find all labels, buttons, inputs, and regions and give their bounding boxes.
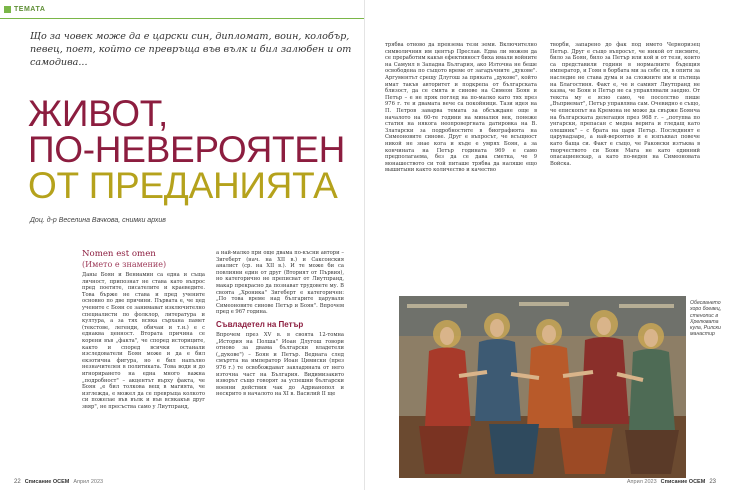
column-heading	[82, 250, 205, 269]
right-column-1	[385, 42, 537, 174]
folio-left	[14, 479, 103, 485]
fresco-illustration	[399, 296, 686, 478]
headline-line-1: ЖИВОТ,	[28, 93, 168, 134]
folio-right	[627, 479, 716, 485]
column-text: трябва отново да превзема тези земи. Включително символичния им център Преслав. Едва ли можем да се преработим какъв ефективност биха имали войните на Самуил в Западна България, ако Източна не беше освободена по същото време от загадъчните „дукове". Аргументът срещу Длугош за пряката „дукове", който имат такъв авторитет и подкрепа от българската близост, да се смята и синове на Симеон Боян и Петър – е не пряк поглед на по-малко като тях през 976 г. те и двамата вече са покойници. Тази идея на П. Петров заварва темата за обсъждане още в началото на 60-те години на миналия век, понеже статия на някога неопровергната датировка на В. Златарски за подробностите в биографията на Симеоновите синове. Друг е въпросът, че всъщност никой не знае кога и къде е умрях Боян, а за кончината на Петър годината 969 е само предполагаема, без да се дава сметка, че 9 монашеството си той питаше трябва да наляше ещо вышитыни както количество и качество	[385, 42, 537, 174]
headline-line-3: ОТ ПРЕДАНИЯТА	[28, 165, 338, 206]
page-number: 23	[709, 479, 716, 485]
column-text-top: а най-малко при още двама по-късни автори – Зигеберт (нач. на XII в.) и Саксонския аналист (ср. на XII в.). И те може би са повлияни един от друг (Вторият от Първия), но категорично не преписват от Лиутпранд, макар прекрасно да познават трудовете му. В своята „Хроника" Зигеберт е категоричен: „По това време над българите царували Симеоновите синове Петър и Боян". Впрочем пред е 967 година.	[216, 250, 344, 316]
column-text: Даны Боян и Вениамин са една и съща личност, припознат не става като въпрос пред поетите, писателите и краеведите. Това бърже не става и пред учените основно по две причини. Първата е, че цед учените с Боян се занимават изключително специалисти по фолклор, литература и култура, а за тях всяка сърхана памет (текстове, легенди, обичаи и т.н.) е с еднаква ценност. Втората причина се корени във „фактa", че според историците, както и според всички останали изследователи Боян може и да е бил екзотична фигура, но е бил напълно незначителен в политиката. Това води и до игнорирането на една много важна „подробност" – акцентът върху факта, че Боян „е бил толкова вещ в магията, че изглежда, е можел да се превръща колкото си пожелае във вълк и във всякакъв друг звяр", не пресъства само у Лиутпранд,	[82, 272, 205, 410]
section-square-icon	[4, 6, 11, 13]
column-heading-subtitle: (Името е знамение)	[82, 259, 167, 269]
byline: Доц. д-р Веселина Вачкова, снимки архив	[30, 217, 166, 224]
top-rule	[0, 18, 365, 19]
fresco-photo	[399, 296, 686, 478]
column-text-bottom: Впрочем през XV в. в своята 12-томна „История на Полша" Иоан Длугош говори отново за двама български владетели („дукове") – Боян и Петър. Веднага след смъртта на император Иоан Цимиски (през 976 г.) те освобождават завладяната от него източна част на България. Видимизакито изворът също говорят за успешни български военни действия чак до Адрианопол и нескрито в началото на XI в. Василий II ще	[216, 331, 344, 398]
column-text: творби, запарено до фак под името Черноризец Петър. Друг е също въпросът, че никой от писмите, било за Боян, било за Петър или кой и от тези, които са представили години в нормалните бъдещия император, и Гоян в борбата ми за себе си, в опити за наследие не става дума и за сложните им и пътища на Благостиня. Факт е, че и самият Лиутпранд не казва, че Боян и Петър не са управлявали заедно. От текста му е ясно само, че посолство пише „Въприемат", Петър управлява сам. Очевидно е също, че епископът на Кремона не може да свърже Боянча на българската делегация през 968 г. – „потупва по унгарски, препасан с медна верига и гледащ като олешник" – с брата на царя Петър. Последният е царувадзаре, а най-вероятно и е изпъквал повече като баща си. Факт е също, че Раковски изтъква в творчеството си Боян Мага не като единний опасациенскар, а като по-веден на Симеоновата Войска.	[550, 42, 700, 167]
headline-line-2: ПО-НЕВЕРОЯТЕН	[28, 129, 346, 170]
magazine-name: Списание ОСЕМ	[660, 479, 706, 485]
left-column-2	[216, 250, 344, 398]
page-number: 22	[14, 479, 21, 485]
section-tag	[4, 6, 45, 13]
left-column-1	[82, 250, 205, 410]
right-column-2	[550, 42, 700, 167]
magazine-name: Списание ОСЕМ	[24, 479, 70, 485]
issue-date: Април 2023	[73, 479, 104, 485]
headline	[28, 93, 346, 206]
section-tag-label: ТЕМАТА	[14, 6, 46, 13]
right-page	[365, 0, 730, 490]
column-heading-title: Nomen est omen	[82, 249, 156, 259]
issue-date: Април 2023	[626, 479, 657, 485]
photo-caption: Обесването хоро боевец, стенопис в Хрелювата кула, Рилски манастир	[690, 300, 722, 338]
column-subheading: Съвладетел на Петър	[216, 319, 304, 329]
lead-paragraph: Що за човек може да е царски син, дипломат, воин, колобър, певец, поет, който се превръща във вълк и бил залюбен и от самодива...	[30, 31, 352, 68]
